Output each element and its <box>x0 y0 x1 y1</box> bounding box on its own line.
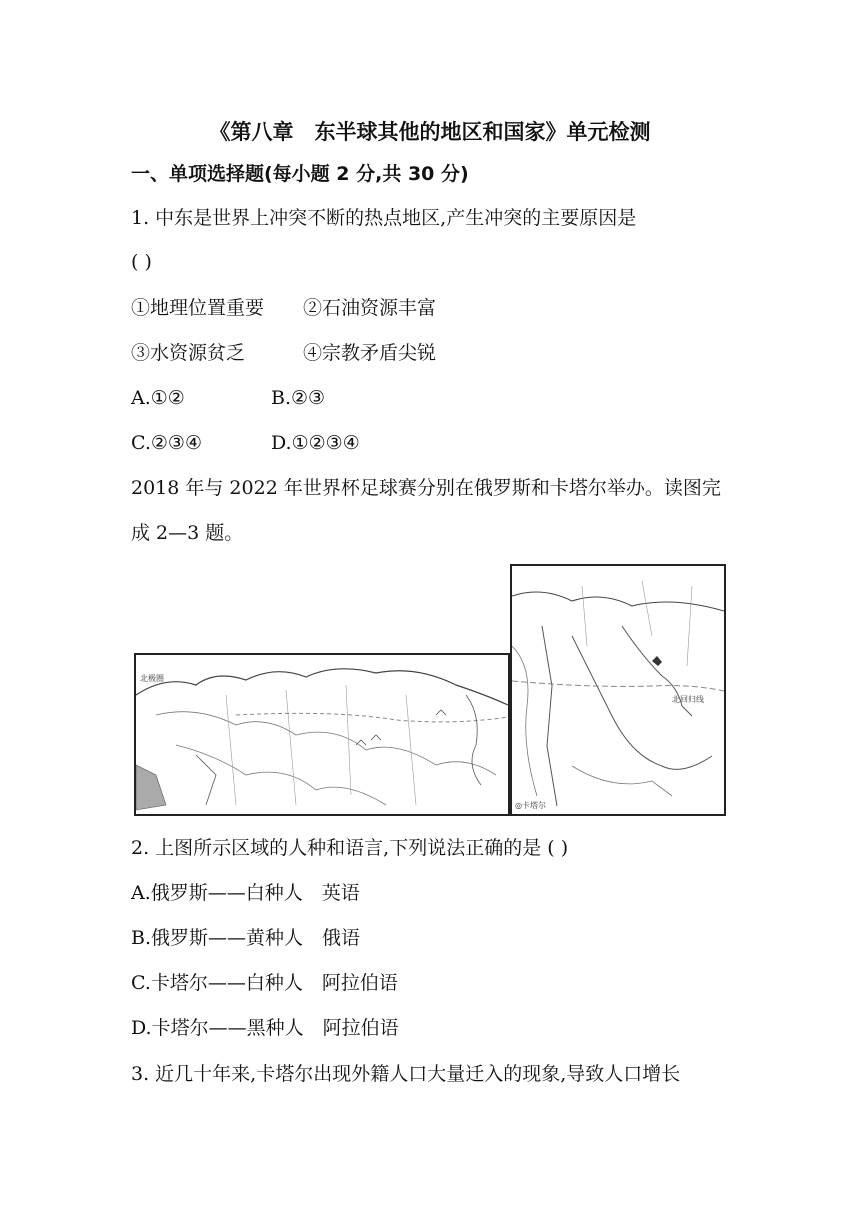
q1-option-a: A.①② <box>131 387 185 409</box>
intro-line1: 2018 年与 2022 年世界杯足球赛分别在俄罗斯和卡塔尔举办。读图完 <box>131 477 721 499</box>
q2-option-a: A.俄罗斯——白种人 英语 <box>131 882 360 904</box>
section-heading: 一、单项选择题(每小题 2 分,共 30 分) <box>131 163 469 185</box>
q1-option-d: D.①②③④ <box>271 432 360 454</box>
q1-statement-2: ②石油资源丰富 <box>303 297 437 319</box>
q1-statement-3: ③水资源贫乏 <box>131 342 246 364</box>
q3-stem: 3. 近几十年来,卡塔尔出现外籍人口大量迁入的现象,导致人口增长 <box>131 1063 681 1085</box>
tropic-of-cancer-label: 北回归线 <box>672 695 704 704</box>
q1-statements-row2 <box>131 341 436 365</box>
q1-statement-1: ①地理位置重要 <box>131 297 265 319</box>
q2-option-c: C.卡塔尔——白种人 阿拉伯语 <box>131 972 398 994</box>
q1-option-c: C.②③④ <box>131 432 202 454</box>
q1-stem-line2: ( ) <box>131 251 152 273</box>
qatar-map-drawing <box>512 566 724 814</box>
qatar-map <box>510 564 726 816</box>
q1-options-row2 <box>131 431 360 455</box>
page-title: 《第八章 东半球其他的地区和国家》单元检测 <box>209 120 651 144</box>
q2-option-b: B.俄罗斯——黄种人 俄语 <box>131 927 361 949</box>
russia-map-drawing <box>136 655 508 814</box>
russia-map <box>134 653 510 816</box>
q2-stem: 2. 上图所示区域的人种和语言,下列说法正确的是 ( ) <box>131 837 569 859</box>
q2-option-d: D.卡塔尔——黑种人 阿拉伯语 <box>131 1017 399 1039</box>
qatar-location-label: ◎卡塔尔 <box>515 801 546 810</box>
intro-line2: 成 2—3 题。 <box>131 522 244 544</box>
arctic-circle-label: 北极圈 <box>140 674 164 683</box>
q1-stem-line1: 1. 中东是世界上冲突不断的热点地区,产生冲突的主要原因是 <box>131 207 637 229</box>
q1-option-b: B.②③ <box>271 387 326 409</box>
q1-statements-row1 <box>131 296 436 320</box>
q1-options-row1 <box>131 386 325 410</box>
q1-statement-4: ④宗教矛盾尖锐 <box>303 342 437 364</box>
